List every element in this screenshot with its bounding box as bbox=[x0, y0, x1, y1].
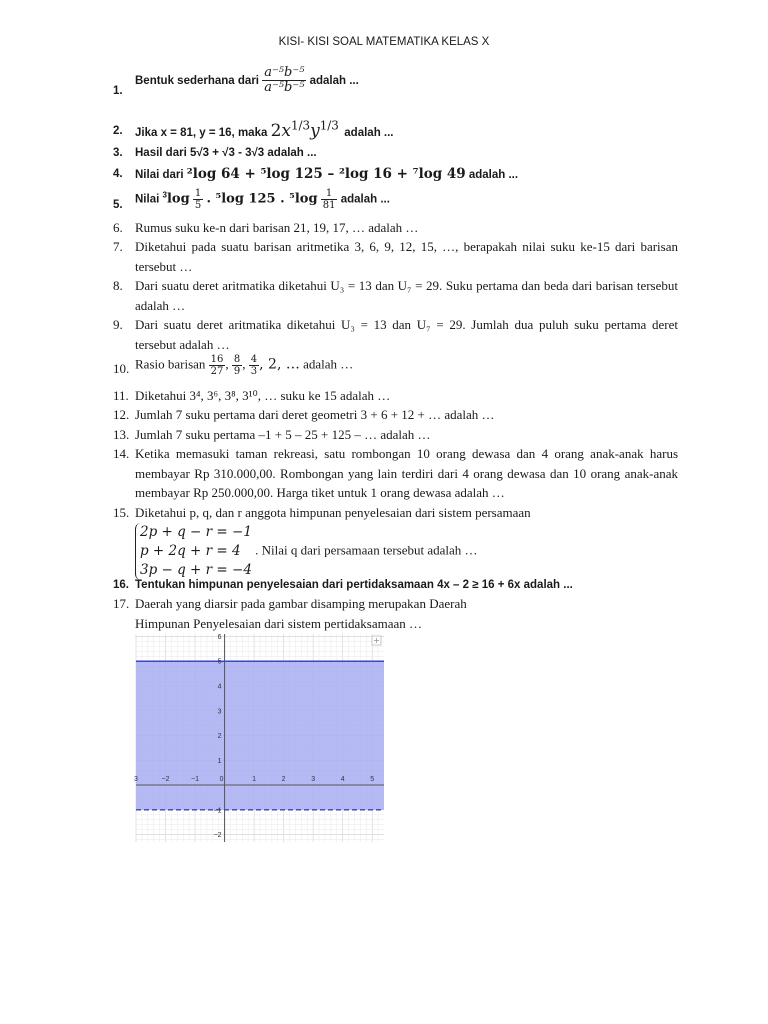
x-tick-label: 3 bbox=[134, 776, 138, 784]
variable-x: x bbox=[281, 121, 291, 141]
denominator: 27 bbox=[210, 366, 224, 377]
numerator: 4 bbox=[250, 354, 258, 365]
fraction bbox=[209, 354, 226, 377]
question-number: 11. bbox=[113, 388, 129, 403]
question-text: Ketika memasuki taman rekreasi, satu rombongan 10 orang dewasa dan 4 orang anak-anak harus membayar Rp 310.000,00. Rombongan yang lain terdiri dari 4 orang dewasa dan 10 orang anak-anak membayar Rp 250.000,00. Harga tiket untuk 1 orang dewasa adalah … bbox=[135, 446, 678, 501]
fraction bbox=[232, 354, 242, 377]
x-tick-label: 2 bbox=[281, 776, 286, 784]
question-number: 17. bbox=[113, 596, 130, 611]
question-5 bbox=[113, 188, 678, 211]
x-tick-label: 1 bbox=[252, 776, 257, 784]
y-tick-label: 2 bbox=[217, 733, 222, 741]
denominator: a⁻⁵b⁻⁵ bbox=[264, 80, 305, 96]
log-base: 3 bbox=[162, 190, 167, 200]
denominator: 9 bbox=[233, 366, 241, 377]
y-tick-label: −2 bbox=[213, 832, 222, 840]
question-text: Dari suatu deret aritmatika diketahui U₃ = 13 dan U₇ = 29. Suku pertama dan beda dari barisan tersebut adalah … bbox=[135, 278, 678, 313]
page-title: KISI- KISI SOAL MATEMATIKA KELAS X bbox=[278, 36, 490, 48]
question-text: Bentuk sederhana dari bbox=[135, 74, 259, 87]
question-text: Tentukan himpunan penyelesaian dari pertidaksamaan 4x – 2 ≥ 16 + 6x adalah ... bbox=[135, 579, 573, 591]
question-number: 2. bbox=[113, 125, 123, 137]
question-text: Diketahui p, q, dan r anggota himpunan penyelesaian dari sistem persamaan bbox=[135, 505, 531, 520]
question-text: Jika x = 81, y = 16, maka bbox=[135, 127, 268, 139]
question-number: 8. bbox=[113, 278, 123, 293]
question-text: adalah ... bbox=[468, 169, 519, 181]
y-tick-label: 4 bbox=[217, 683, 222, 691]
zoom-icon[interactable] bbox=[372, 636, 381, 645]
question-text: Diketahui 3⁴, 3⁶, 3⁸, 3¹⁰, … suku ke 15 adalah … bbox=[135, 388, 391, 403]
question-16 bbox=[113, 576, 678, 596]
question-number: 12. bbox=[113, 407, 130, 422]
question-12 bbox=[113, 405, 678, 425]
question-3 bbox=[113, 144, 678, 164]
question-text: adalah ... bbox=[309, 74, 359, 87]
question-text: adalah ... bbox=[340, 193, 390, 206]
question-17 bbox=[113, 594, 678, 633]
question-number: 4. bbox=[113, 168, 123, 180]
denominator: 5 bbox=[194, 200, 202, 211]
expression bbox=[270, 118, 345, 141]
question-text: . Nilai q dari persamaan tersebut adalah … bbox=[255, 542, 478, 558]
log-text: log bbox=[166, 191, 190, 207]
equation-system bbox=[135, 523, 252, 580]
denominator: 3 bbox=[250, 366, 258, 377]
question-text: Rumus suku ke-n dari barisan 21, 19, 17, … adalah … bbox=[135, 220, 419, 235]
question-text: Jumlah 7 suku pertama –1 + 5 – 25 + 125 – … adalah … bbox=[135, 427, 431, 442]
question-number: 13. bbox=[113, 427, 130, 442]
x-tick-label: 4 bbox=[340, 776, 345, 784]
question-15 bbox=[113, 503, 678, 580]
question-13 bbox=[113, 425, 678, 445]
expression: ²log 64 + ⁵log 125 – ²log 16 + ⁷log 49 bbox=[186, 166, 466, 182]
equation-2: p + 2q + r = 4 bbox=[140, 542, 241, 559]
question-text: Nilai dari bbox=[135, 169, 184, 181]
question-8 bbox=[113, 276, 678, 315]
question-text: Rasio barisan bbox=[135, 356, 206, 372]
shaded-region bbox=[136, 658, 384, 810]
question-text: Daerah yang diarsir pada gambar disamping merupakan Daerah bbox=[135, 596, 467, 611]
question-text: adalah ... bbox=[344, 127, 394, 139]
x-tick-label: −2 bbox=[161, 776, 170, 784]
question-text: Jumlah 7 suku pertama dari deret geometri 3 + 6 + 12 + … adalah … bbox=[135, 407, 495, 422]
question-number: 10. bbox=[113, 361, 130, 376]
question-14 bbox=[113, 444, 678, 503]
question-text: Nilai bbox=[135, 193, 160, 206]
question-number: 9. bbox=[113, 317, 123, 332]
fraction bbox=[193, 188, 203, 211]
fraction bbox=[321, 188, 338, 211]
y-tick-label: −1 bbox=[213, 807, 222, 815]
numerator: 16 bbox=[210, 354, 224, 365]
question-number: 5. bbox=[113, 199, 123, 211]
equation-1: 2p + q − r = −1 bbox=[140, 523, 252, 540]
x-tick-label: 3 bbox=[311, 776, 316, 784]
question-text: Himpunan Penyelesaian dari sistem pertidaksamaan … bbox=[135, 615, 423, 631]
expression: . ⁵log 125 . ⁵log bbox=[206, 191, 318, 207]
question-4 bbox=[113, 165, 678, 186]
y-tick-label: 5 bbox=[217, 658, 222, 666]
equation-3: 3p − q + r = −4 bbox=[140, 561, 252, 578]
question-number: 7. bbox=[113, 239, 123, 254]
question-text: adalah … bbox=[303, 356, 354, 372]
exponent: 1/3 bbox=[319, 118, 339, 133]
y-tick-label: 6 bbox=[217, 633, 222, 641]
fraction bbox=[249, 354, 259, 377]
question-number: 14. bbox=[113, 446, 130, 461]
x-tick-label: 5 bbox=[370, 776, 375, 784]
exponent: 1/3 bbox=[290, 118, 311, 133]
numerator: a⁻⁵b⁻⁵ bbox=[264, 65, 305, 80]
question-text: Diketahui pada suatu barisan aritmetika 3, 6, 9, 12, 15, …, berapakah nilai suku ke-15 dari barisan tersebut … bbox=[135, 239, 678, 274]
question-text: Dari suatu deret aritmatika diketahui U₃ = 13 dan U₇ = 29. Jumlah dua puluh suku pertama deret tersebut adalah … bbox=[135, 317, 678, 352]
question-11 bbox=[113, 386, 678, 406]
y-tick-label: 1 bbox=[217, 757, 222, 765]
question-number: 15. bbox=[113, 505, 130, 520]
y-tick-label: 3 bbox=[217, 708, 222, 716]
numerator: 1 bbox=[194, 188, 202, 199]
question-number: 6. bbox=[113, 220, 123, 235]
question-number: 3. bbox=[113, 147, 123, 159]
x-tick-label: −1 bbox=[191, 776, 200, 784]
denominator: 81 bbox=[322, 200, 336, 211]
question-6 bbox=[113, 218, 678, 238]
question-number: 16. bbox=[113, 579, 129, 591]
fraction bbox=[262, 66, 306, 96]
question-1 bbox=[113, 66, 678, 96]
numerator: 1 bbox=[321, 188, 338, 200]
coefficient: 2 bbox=[270, 121, 282, 141]
question-9 bbox=[113, 315, 678, 354]
expression: , 2, … bbox=[259, 356, 300, 373]
question-number: 1. bbox=[113, 85, 123, 97]
question-7 bbox=[113, 237, 678, 276]
numerator: 8 bbox=[233, 354, 241, 365]
x-tick-label: 0 bbox=[219, 776, 224, 784]
question-2 bbox=[113, 118, 678, 144]
question-10: 10. Rasio barisan $\frac{16}{27}$ , $\frac{8}{9}$ , $\frac{4}{3}$ , 2, … adalah … bbox=[113, 354, 354, 377]
question-text: Hasil dari 5√3 + √3 - 3√3 adalah ... bbox=[135, 147, 317, 159]
variable-y: y bbox=[310, 121, 320, 141]
inequality-graph bbox=[136, 634, 384, 842]
